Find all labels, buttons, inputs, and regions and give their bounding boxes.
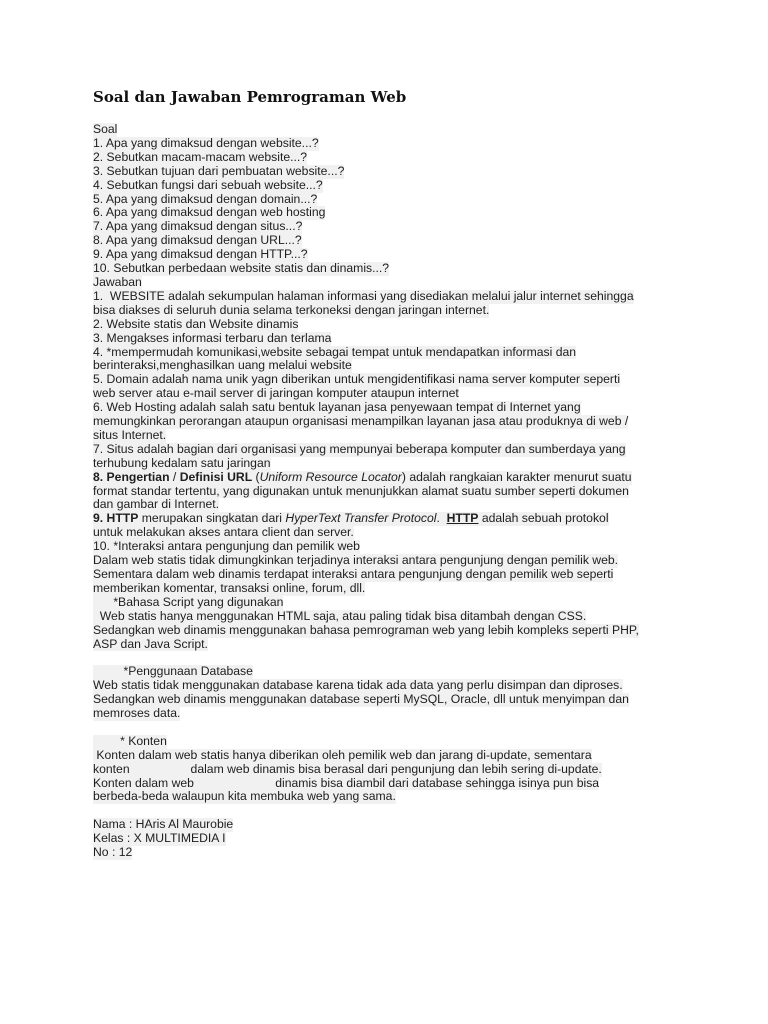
answer-line: web server atau e-mail server di jaringan komputer ataupun internet (93, 386, 459, 401)
answer-9-rest: adalah sebuah protokol (478, 511, 609, 526)
answer-line: memungkinkan perorangan ataupun organisasi menampilkan layanan jasa atau produknya di web / (93, 414, 629, 429)
answer-line: 4. *mempermudah komunikasi,website sebagai tempat untuk mendapatkan informasi dan (93, 344, 577, 359)
answer-8-definition: Definisi URL (179, 469, 253, 484)
konten-line: Konten dalam web dinamis bisa diambil dari database sehingga isinya pun bisa (93, 775, 600, 790)
question-line: 3. Sebutkan tujuan dari pembuatan website...? (93, 163, 345, 178)
answer-line: Sementara dalam web dinamis terdapat interaksi antara pengunjung dengan pemilik web seperti (93, 567, 614, 581)
answer-8-line (93, 471, 632, 485)
database-line: memroses data. (93, 706, 181, 721)
answer-line: ASP dan Java Script. (93, 636, 208, 651)
konten-line: * Konten (93, 733, 167, 748)
question-line: 7. Apa yang dimaksud dengan situs...? (93, 219, 303, 234)
question-line: 10. Sebutkan perbedaan website statis dan dinamis...? (93, 261, 390, 276)
answer-line: Sedangkan web dinamis menggunakan bahasa pemrograman web yang lebih kompleks seperti PHP, (93, 622, 639, 637)
konten-line: berbeda-beda walaupun kita membuka web yang sama. (93, 789, 396, 804)
answer-8-number: 8. Pengertian (93, 469, 170, 484)
answer-line: berinteraksi,menghasilkan uang melalui website (93, 358, 352, 373)
answer-line: memberikan komentar, transaksi online, forum, dll. (93, 580, 366, 595)
answer-8-term: Uniform Resource Locator (259, 469, 402, 484)
answer-9-mid: merupakan singkatan dari (138, 511, 286, 526)
question-line: 5. Apa yang dimaksud dengan domain...? (93, 191, 318, 206)
answer-9-line (93, 512, 609, 526)
answer-line: format standar tertentu, yang digunakan untuk menunjukkan alamat suatu sumber seperti dokumen (93, 483, 629, 498)
answer-9-dot: . (436, 511, 447, 526)
soal-heading: Soal (93, 122, 118, 136)
answer-9-number: 9. HTTP (93, 511, 139, 526)
jawaban-heading: Jawaban (93, 274, 142, 289)
konten-line: Konten dalam web statis hanya diberikan oleh pemilik web dan jarang di-update, sementara (93, 747, 592, 762)
answer-line: terhubung kedalam satu jaringan (93, 455, 271, 470)
signature-class: Kelas : X MULTIMEDIA I (93, 831, 226, 846)
database-line: Sedangkan web dinamis menggunakan database seperti MySQL, Oracle, dll untuk menyimpan dan (93, 692, 629, 707)
answer-line: 1. WEBSITE adalah sekumpulan halaman informasi yang disediakan melalui jalur internet sehingga (93, 288, 634, 303)
signature-name: Nama : HAris Al Maurobie (93, 817, 234, 832)
spacer (93, 651, 693, 665)
question-line: 9. Apa yang dimaksud dengan HTTP...? (93, 247, 308, 262)
konten-line: konten dalam web dinamis bisa berasal dari pengunjung dan lebih sering di-update. (93, 761, 602, 776)
answer-line: 2. Website statis dan Website dinamis (93, 316, 299, 331)
page-title: Soal dan Jawaban Pemrograman Web (93, 88, 407, 106)
answer-line: dan gambar di Internet. (93, 497, 220, 512)
database-line: Web statis tidak menggunakan database karena tidak ada data yang perlu disimpan dan diproses. (93, 678, 623, 693)
answer-line: 7. Situs adalah bagian dari organisasi yang mempunyai beberapa komputer dan sumberdaya yang (93, 441, 626, 456)
spacer (93, 804, 693, 818)
answer-8-slash: / (169, 469, 180, 484)
question-line: 6. Apa yang dimaksud dengan web hosting (93, 205, 326, 220)
answer-8-paren: ( (252, 469, 260, 484)
spacer (93, 721, 693, 735)
question-line: 8. Apa yang dimaksud dengan URL...? (93, 233, 302, 248)
answer-line: 5. Domain adalah nama unik yagn diberikan untuk mengidentifikasi nama server komputer seperti (93, 372, 621, 387)
database-line: *Penggunaan Database (93, 664, 253, 679)
answer-line: untuk melakukan akses antara client dan server. (93, 525, 354, 540)
question-line: 2. Sebutkan macam-macam website...? (93, 149, 308, 164)
answer-line: 6. Web Hosting adalah salah satu bentuk layanan jasa penyewaan tempat di Internet yang (93, 400, 581, 415)
document-body (93, 123, 693, 860)
answer-line: 10. *Interaksi antara pengunjung dan pemilik web (93, 539, 360, 554)
answer-line: 3. Mengakses informasi terbaru dan terlama (93, 330, 332, 345)
answer-line: bisa diakses di seluruh dunia selama terkoneksi dengan jaringan internet. (93, 302, 490, 317)
question-line: 1. Apa yang dimaksud dengan website...? (93, 135, 319, 150)
question-line: 4. Sebutkan fungsi dari sebuah website...? (93, 177, 323, 192)
signature-number: No : 12 (93, 845, 133, 860)
answer-line: Web statis hanya menggunakan HTML saja, atau paling tidak bisa ditambah dengan CSS. (93, 608, 587, 623)
http-link[interactable]: HTTP (446, 511, 479, 526)
answer-line: Dalam web statis tidak dimungkinkan terjadinya interaksi antara pengunjung dengan pemilik web. (93, 553, 619, 568)
answer-line: *Bahasa Script yang digunakan (93, 594, 284, 609)
answer-8-rest: ) adalah rangkaian karakter menurut suatu (401, 469, 632, 484)
answer-line: situs Internet. (93, 427, 167, 442)
answer-9-term: HyperText Transfer Protocol (285, 511, 437, 526)
